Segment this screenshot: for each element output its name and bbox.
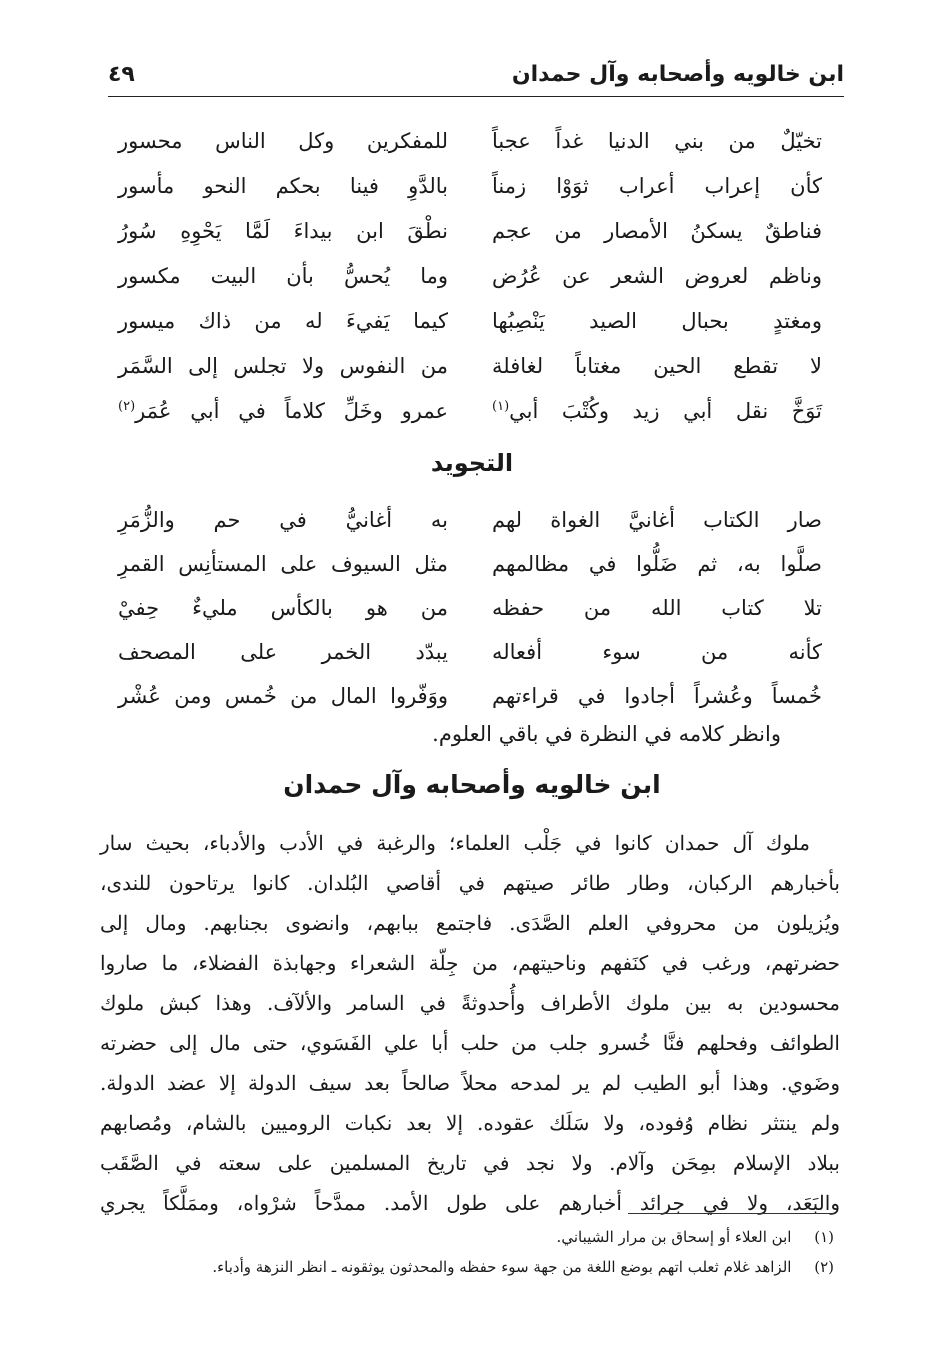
verse-second-half: مثل السيوف على المستأنِس القمرِ <box>118 552 448 576</box>
paragraph-line: ملوك آل حمدان كانوا في جَلْب العلماء؛ والرغبة في الأدب والأدباء، بحيث سار <box>100 831 810 855</box>
paragraph-line: ببلاد الإسلام بمِحَن وآلام. ولا نجد في تاريخ المسلمين على سعته في الصَّقَب <box>100 1151 840 1175</box>
verse-second-half: كيما يَفيءَ له من ذاك ميسور <box>118 308 448 333</box>
verse <box>118 253 822 298</box>
poem-block-2 <box>118 498 822 718</box>
verse <box>118 388 822 433</box>
verse-first-half: فناطقٌ يسكنُ الأمصار من عجم <box>492 218 822 243</box>
verse-first-half: تخيّلٌ من بني الدنيا غداً عجباً <box>492 128 822 153</box>
paragraph-line: ولم ينتثر نظام وُفوده، ولا سَلَك عقوده. إلا بعد نكبات الروميين بالشام، ومُصابهم <box>100 1111 840 1135</box>
verse-second-half: نطْقَ ابن بيداءَ لَمَّا يَحْوِهِ سُورُ <box>118 218 448 243</box>
verse <box>118 542 822 586</box>
footnote-divider <box>628 1213 834 1214</box>
section-heading-main: ابن خالويه وأصحابه وآل حمدان <box>283 770 661 799</box>
verse-second-half: بالدَّوِ فينا بحكم النحو مأسور <box>118 173 448 198</box>
paragraph-line: حضرتهم، ورغب في كنَفهم وناحيتهم، من جِلّة الشعراء وجهابذة الفضلاء، ما صاروا <box>100 951 840 975</box>
footnote-marker[interactable]: (١) <box>492 398 510 414</box>
verse-first-half: ومغتدٍ بحبال الصيد يَنْصِبُها <box>492 308 822 333</box>
verse-first-half: صار الكتاب أغانيَّ الغواة لهم <box>492 508 822 532</box>
footnote-text: الزاهد غلام ثعلب اتهم بوضع اللغة من جهة سوء حفظه والمحدثون يوثقونه ـ انظر النزهة وأدباء. <box>212 1258 792 1276</box>
verse-second-half <box>118 399 448 423</box>
footnote-text: ابن العلاء أو إسحاق بن مرار الشيباني. <box>556 1228 792 1246</box>
footnote <box>100 1228 834 1258</box>
verse-first-half: وناظم لعروض الشعر عن عُرُض <box>492 263 822 288</box>
verse-first-half: تلا كتاب الله من حفظه <box>492 596 822 620</box>
verse <box>118 298 822 343</box>
verse-first-half: صلَّوا به، ثم ضَلُّوا في مظالمهم <box>492 552 822 576</box>
paragraph-line: والبَعَد، ولا في جرائد أخبارهم على طول الأمد. ممدَّحاً شرْواه، وممَلَّكاً يجري <box>100 1191 840 1215</box>
verse-second-half: به أغانيُّ في حم والزُّمَرِ <box>118 508 448 532</box>
verse-first-half: كأن إعراب أعراب ثوَوْا زمناً <box>492 173 822 198</box>
paragraph-line: ويُزيلون من محروفي العلم الصَّدَى. فاجتمع ببابهم، وانضوى بجنابهم. ومال إلى <box>100 911 840 935</box>
verse-second-half: وما يُحسُّ بأن البيت مكسور <box>118 263 448 288</box>
footnote-number: (٢) <box>814 1258 834 1276</box>
verse <box>118 208 822 253</box>
verse <box>118 118 822 163</box>
reference-note: وانظر كلامه في النظرة في باقي العلوم. <box>432 722 781 746</box>
verse-second-half: من النفوس ولا تجلس إلى السَّمَر <box>118 353 448 378</box>
body-paragraph <box>100 823 840 1223</box>
footnote-marker[interactable]: (٢) <box>118 398 136 414</box>
running-title: ابن خالويه وأصحابه وآل حمدان <box>511 62 844 87</box>
poem-block-1 <box>118 118 822 433</box>
paragraph-line: بأخبارهم الركبان، وطار طائر صيتهم في أقاصي البُلدان. كانوا يرتاحون للندى، <box>100 871 840 895</box>
verse-second-half: من هو بالكأس مليءٌ حِفيْ <box>118 596 448 620</box>
verse-first-half: كأنه من سوء أفعاله <box>492 640 822 664</box>
paragraph-line: وضَوي. وهذا أبو الطيب لم ير لمدحه محلاً صالحاً بعد سيف الدولة إلا عضد الدولة. <box>100 1071 840 1095</box>
verse <box>118 498 822 542</box>
page-number: ٤٩ <box>108 62 135 87</box>
paragraph-line: الطوائف وفحلهم فنَّا خُسرو جلب من حلب أبا علي الفَسَوي، حتى مال إلى حضرته <box>100 1031 840 1055</box>
verse <box>118 586 822 630</box>
running-header <box>108 62 844 97</box>
verse-second-half: للمفكرين وكل الناس محسور <box>118 128 448 153</box>
section-heading-tajweed: التجويد <box>430 449 514 477</box>
verse-text: تَوَخَّ نقل أبي زيد وكُتْبَ أبي <box>509 398 822 423</box>
verse-second-half: يبدّد الخمر على المصحف <box>118 640 448 664</box>
verse-first-half: خُمساً وعُشراً أجادوا في قراءتهم <box>492 684 822 708</box>
verse <box>118 343 822 388</box>
verse-first-half: لا تقطع الحين مغتاباً لغافلة <box>492 353 822 378</box>
verse-second-half: ووَفّروا المال من خُمس ومن عُشْر <box>118 684 448 708</box>
verse <box>118 674 822 718</box>
paragraph-line: محسودين به بين ملوك الأطراف وأُحدوثةً في السامر والألآف. وهذا كبش ملوك <box>100 991 840 1015</box>
footnotes <box>100 1228 834 1288</box>
verse <box>118 630 822 674</box>
verse-text: عمرو وخَلِّ كلاماً في أبي عُمَر <box>135 398 448 423</box>
verse <box>118 163 822 208</box>
footnote-number: (١) <box>814 1228 834 1246</box>
verse-first-half <box>492 399 822 423</box>
footnote <box>100 1258 834 1288</box>
